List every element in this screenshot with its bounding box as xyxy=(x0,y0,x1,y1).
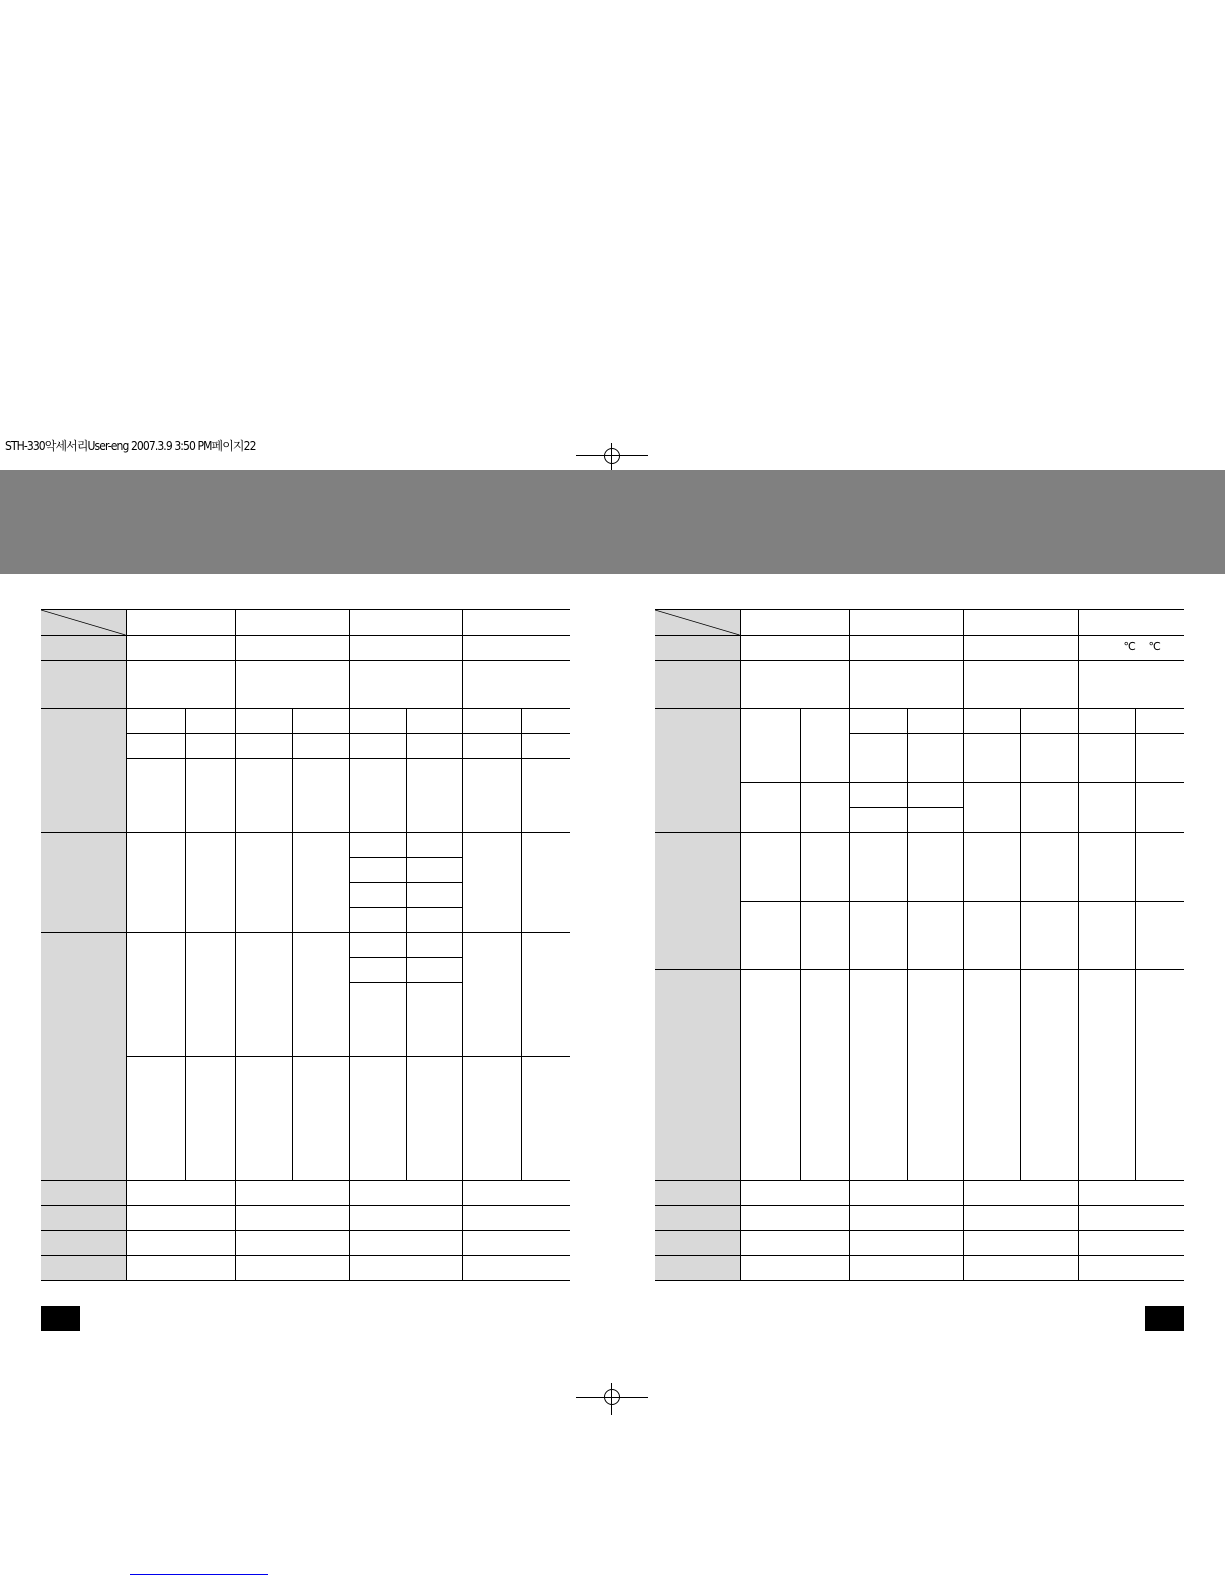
spec-table-right xyxy=(655,609,1184,1281)
print-slug: STH-330악세서리User-eng 2007.3.9 3:50 PM페이지22 xyxy=(5,439,256,453)
temperature-unit: ℃ xyxy=(1123,640,1136,653)
temperature-unit: ℃ xyxy=(1148,640,1161,653)
header-banner xyxy=(0,470,1225,574)
footer-link-underline xyxy=(130,1574,268,1575)
table-corner-cell xyxy=(655,610,740,636)
table-corner-cell xyxy=(41,610,126,636)
page-number-tab-left xyxy=(41,1306,80,1331)
page-number-tab-right xyxy=(1145,1306,1184,1331)
spec-table-left xyxy=(41,609,570,1281)
